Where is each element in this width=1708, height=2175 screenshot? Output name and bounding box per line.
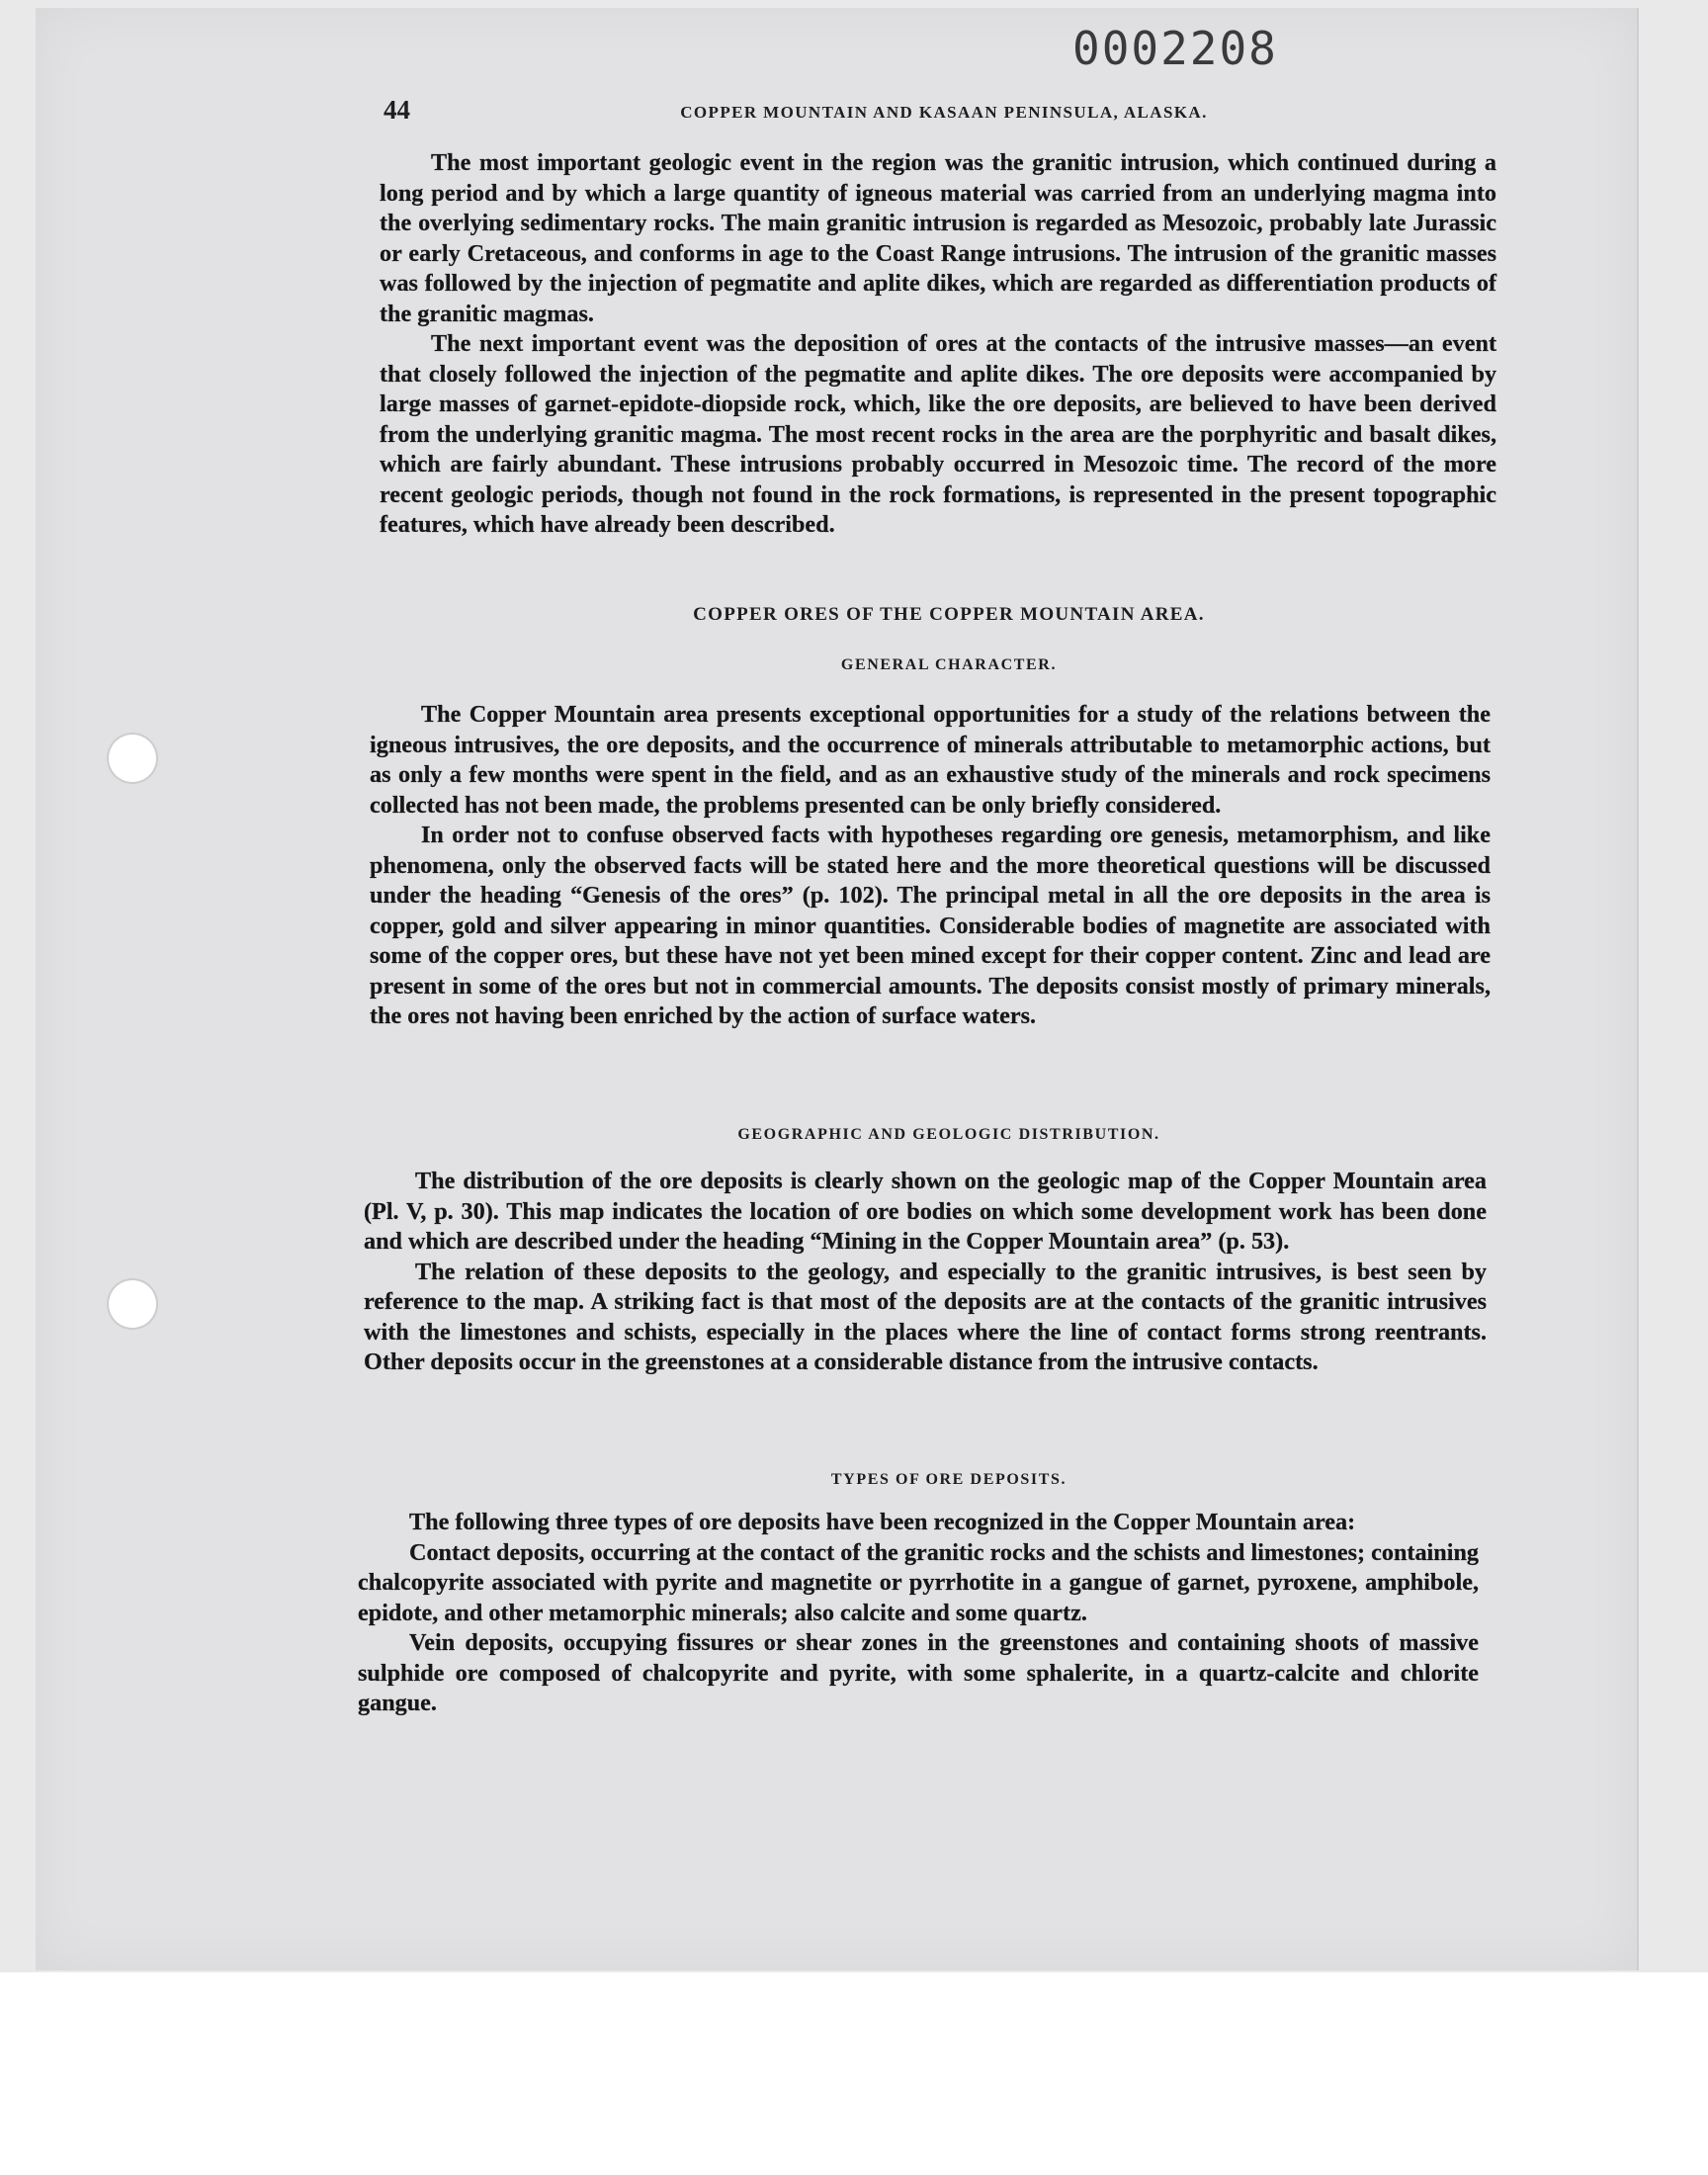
intro-paragraph-2: The next important event was the deposition of ores at the contacts of the intrusive masses—an event that closely followed the injection of the pegmatite and aplite dikes. The ore deposits were accompanied by large masses of garnet-epidote-diopside rock, which, like the ore deposits, are believed to have been derived from the underlying granitic magma. The most recent rocks in the area are the porphyritic and basalt dikes, which are fairly abundant. These intrusions probably occurred in Mesozoic time. The record of the more recent geologic periods, though not found in the rock formations, is represented in the present topographic features, which have already been described. [380,330,1496,538]
document-stamp-number: 0002208 [1072,22,1278,75]
subheading-distribution: GEOGRAPHIC AND GEOLOGIC DISTRIBUTION. [737,1126,1160,1143]
punch-hole-lower [109,1280,156,1328]
section-heading-copper-ores: COPPER ORES OF THE COPPER MOUNTAIN AREA. [693,604,1205,625]
general-character-paragraph-1: The Copper Mountain area presents exceptional opportunities for a study of the relations between the igneous intrusives, the ore deposits, and the occurrence of minerals attributable to metamorphic actions, but as only a few months were spent in the field, and as an exhaustive study of the minerals and rock specimens collected has not been made, the problems presented can be only briefly considered. [370,701,1491,819]
subheading-types-of-ore-deposits: TYPES OF ORE DEPOSITS. [830,1471,1068,1488]
types-text [358,1508,1479,1719]
page-number: 44 [384,95,410,125]
punch-hole-upper [109,735,156,782]
distribution-paragraph-1: The distribution of the ore deposits is clearly shown on the geologic map of the Copper Mountain area (Pl. V, p. 30). This map indicates the location of ore bodies on which some development work has been done and which are described under the heading “Mining in the Copper Mountain area” (p. 53). [364,1168,1487,1255]
intro-text [380,148,1496,541]
intro-paragraph-1: The most important geologic event in the region was the granitic intrusion, which continued during a long period and by which a large quantity of igneous material was carried from an underlying magma into the overlying sedimentary rocks. The main granitic intrusion is regarded as Mesozoic, probably late Jurassic or early Cretaceous, and conforms in age to the Coast Range intrusions. The intrusion of the granitic masses was followed by the injection of pegmatite and aplite dikes, which are regarded as differentiation products of the granitic magmas. [380,149,1496,327]
distribution-text [364,1167,1487,1378]
types-paragraph-1: The following three types of ore deposits have been recognized in the Copper Mountain area: [409,1509,1356,1535]
subheading-general-character: GENERAL CHARACTER. [840,656,1058,673]
running-head: COPPER MOUNTAIN AND KASAAN PENINSULA, ALASKA. [680,103,1208,122]
types-paragraph-2: Contact deposits, occurring at the contact of the granitic rocks and the schists and limestones; containing chalcopyrite associated with pyrite and magnetite or pyrrhotite in a gangue of garnet, pyroxene, amphibole, epidote, and other metamorphic minerals; also calcite and some quartz. [358,1538,1479,1626]
distribution-paragraph-2: The relation of these deposits to the geology, and especially to the granitic intrusives, is best seen by reference to the map. A striking fact is that most of the deposits are at the contacts of the granitic intrusives with the limestones and schists, especially in the places where the line of contact forms strong reentrants. Other deposits occur in the greenstones at a considerable distance from the intrusive contacts. [364,1258,1487,1375]
general-character-text [370,700,1491,1032]
types-paragraph-3: Vein deposits, occupying fissures or shear zones in the greenstones and containing shoots of massive sulphide ore composed of chalcopyrite and pyrite, with some sphalerite, in a quartz-calcite and chlorite gangue. [358,1629,1479,1716]
general-character-paragraph-2: In order not to confuse observed facts with hypotheses regarding ore genesis, metamorphism, and like phenomena, only the observed facts will be stated here and the more theoretical questions will be discussed under the heading “Genesis of the ores” (p. 102). The principal metal in all the ore deposits in the area is copper, gold and silver appearing in minor quantities. Considerable bodies of magnetite are associated with some of the copper ores, but these have not yet been mined except for their copper content. Zinc and lead are present in some of the ores but not in commercial amounts. The deposits consist mostly of primary minerals, the ores not having been enriched by the action of surface waters. [370,822,1491,1029]
